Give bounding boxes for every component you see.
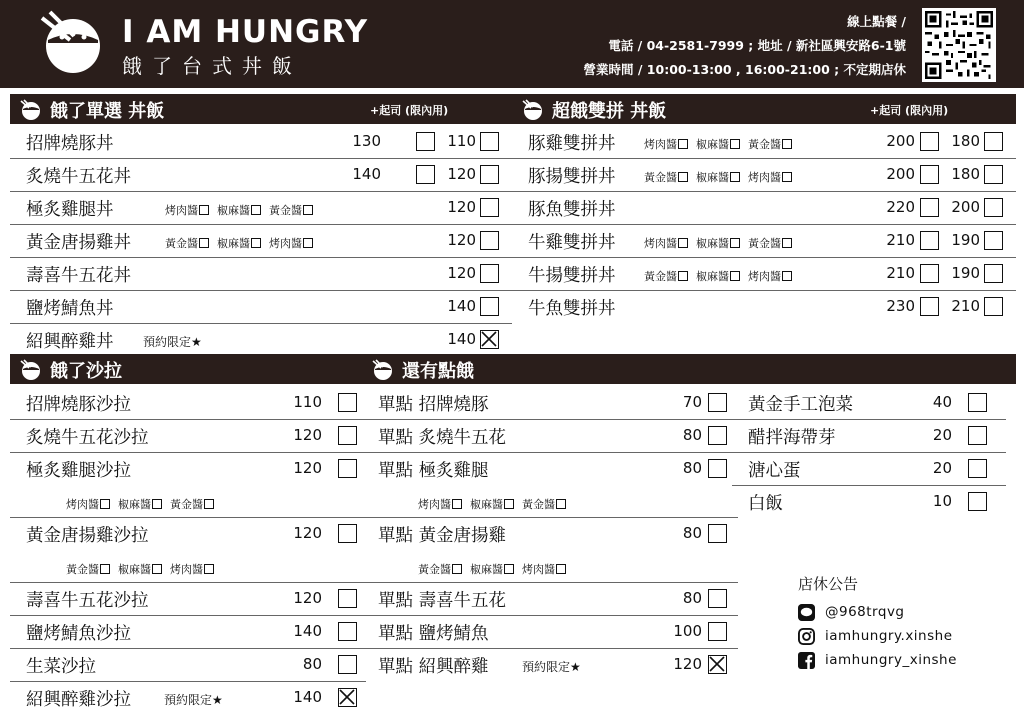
order-checkbox[interactable]	[480, 297, 499, 316]
item-price: 20	[932, 459, 952, 477]
order-checkbox[interactable]	[708, 393, 727, 412]
sauce-name: 黃金醬	[644, 270, 677, 283]
sauce-name: 椒麻醬	[118, 563, 151, 576]
item-price: 230	[886, 297, 915, 315]
phone-address: 電話 / 04-2581-7999 ; 地址 / 新社區興安路6-1號	[608, 38, 906, 53]
bowl-logo-icon	[40, 10, 106, 76]
order-checkbox[interactable]	[338, 426, 357, 445]
order-checkbox[interactable]	[338, 655, 357, 674]
store-info	[584, 10, 906, 82]
header	[0, 0, 1024, 88]
menu-item-row	[512, 291, 1016, 324]
section-title: 餓了沙拉	[50, 361, 122, 382]
sauce-checkbox[interactable]	[678, 238, 688, 248]
menu-item-row	[512, 192, 1016, 225]
order-checkbox[interactable]	[968, 393, 987, 412]
menu-item-row	[362, 583, 738, 616]
sauce-name: 椒麻醬	[696, 237, 729, 250]
item-name: 牛魚雙拼丼	[528, 299, 616, 319]
menu-item-row	[362, 616, 738, 649]
menu-item-row	[512, 159, 1016, 192]
order-checkbox[interactable]	[968, 459, 987, 478]
order-checkbox[interactable]	[480, 264, 499, 283]
menu-item-row	[362, 453, 738, 518]
menu-item-row	[10, 518, 366, 583]
item-price: 140	[293, 622, 322, 640]
sauce-option[interactable]	[470, 496, 514, 512]
order-checkbox[interactable]	[984, 198, 1003, 217]
item-price: 120	[447, 165, 476, 183]
sauce-option[interactable]	[470, 561, 514, 577]
sauce-options	[66, 496, 222, 512]
menu-item-row	[10, 258, 512, 291]
item-price: 210	[886, 264, 915, 282]
item-name: 壽喜牛五花丼	[26, 266, 131, 286]
item-name: 鹽烤鯖魚沙拉	[26, 624, 131, 644]
item-price: 140	[293, 688, 322, 706]
sauce-option[interactable]	[748, 169, 792, 185]
sauce-option[interactable]	[165, 202, 209, 218]
section-title: 超餓雙拼 丼飯	[552, 101, 667, 122]
item-price: 80	[682, 459, 702, 477]
sauce-checkbox[interactable]	[556, 499, 566, 509]
sauce-checkbox[interactable]	[782, 238, 792, 248]
brand-name-en: I AM HUNGRY	[122, 14, 369, 50]
item-name: 牛揚雙拼丼	[528, 266, 616, 286]
order-checkbox[interactable]	[480, 165, 499, 184]
sauce-option[interactable]	[269, 202, 313, 218]
sauce-checkbox[interactable]	[251, 205, 261, 215]
sauce-name: 烤肉醬	[269, 237, 302, 250]
order-checkbox[interactable]	[416, 132, 435, 151]
order-checkbox[interactable]	[920, 231, 939, 250]
sauce-option[interactable]	[66, 561, 110, 577]
item-price: 120	[293, 426, 322, 444]
item-name: 單點 黃金唐揚雞	[378, 526, 507, 546]
item-name: 單點 紹興醉雞	[378, 657, 489, 677]
section-title: 還有點餓	[402, 361, 474, 382]
sauce-checkbox[interactable]	[204, 564, 214, 574]
sauce-option[interactable]	[165, 235, 209, 251]
sauce-checkbox[interactable]	[152, 499, 162, 509]
sauce-checkbox[interactable]	[556, 564, 566, 574]
sauce-checkbox[interactable]	[452, 564, 462, 574]
order-checkbox[interactable]	[984, 165, 1003, 184]
sauce-checkbox[interactable]	[199, 238, 209, 248]
sauce-name: 黃金醬	[418, 563, 451, 576]
section-title: 餓了單選 丼飯	[50, 101, 165, 122]
sauce-option[interactable]	[644, 136, 688, 152]
facebook-contact[interactable]	[798, 648, 998, 672]
item-name: 豚魚雙拼丼	[528, 200, 616, 220]
item-name: 招牌燒豚丼	[26, 134, 114, 154]
item-price: 120	[293, 589, 322, 607]
item-price: 190	[951, 264, 980, 282]
sauce-name: 椒麻醬	[470, 563, 503, 576]
item-name: 炙燒牛五花沙拉	[26, 428, 149, 448]
menu-item-row	[732, 387, 1006, 420]
sauce-name: 烤肉醬	[644, 237, 677, 250]
item-price: 80	[302, 655, 322, 673]
item-price: 120	[293, 459, 322, 477]
item-name: 單點 鹽烤鯖魚	[378, 624, 489, 644]
sauce-name: 烤肉醬	[170, 563, 203, 576]
order-checkbox[interactable]	[984, 231, 1003, 250]
sauce-options	[66, 561, 222, 577]
item-name: 生菜沙拉	[26, 657, 96, 677]
menu-item-row	[362, 518, 738, 583]
item-price: 120	[447, 264, 476, 282]
order-checkbox[interactable]	[338, 459, 357, 478]
sauce-checkbox[interactable]	[678, 172, 688, 182]
qr-code-icon[interactable]	[922, 8, 996, 82]
cheese-column-header: +起司 (限內用)	[370, 104, 449, 117]
instagram-contact[interactable]	[798, 624, 998, 648]
order-checkbox[interactable]	[708, 524, 727, 543]
sauce-checkbox[interactable]	[678, 139, 688, 149]
menu-item-row	[10, 420, 366, 453]
menu-item-row	[512, 258, 1016, 291]
sauce-option[interactable]	[170, 496, 214, 512]
item-price: 210	[951, 297, 980, 315]
sauce-checkbox[interactable]	[678, 271, 688, 281]
menu-item-row	[10, 324, 512, 357]
order-checkbox[interactable]	[708, 589, 727, 608]
order-checkbox[interactable]	[480, 198, 499, 217]
order-checkbox[interactable]	[984, 132, 1003, 151]
sauce-option[interactable]	[170, 561, 214, 577]
sauce-checkbox[interactable]	[199, 205, 209, 215]
sauce-option[interactable]	[644, 169, 688, 185]
item-price: 130	[352, 132, 381, 150]
order-checkbox[interactable]	[968, 426, 987, 445]
item-name: 單點 壽喜牛五花	[378, 591, 507, 611]
menu-item-row	[732, 453, 1006, 486]
item-price: 220	[886, 198, 915, 216]
sauce-name: 烤肉醬	[748, 270, 781, 283]
sauce-name: 椒麻醬	[118, 498, 151, 511]
item-name: 豚揚雙拼丼	[528, 167, 616, 187]
order-checkbox[interactable]	[984, 264, 1003, 283]
sauce-options	[165, 235, 321, 251]
sauce-option[interactable]	[644, 235, 688, 251]
sauce-name: 黃金醬	[269, 204, 302, 217]
cheese-column-header: +起司 (限內用)	[870, 104, 949, 117]
menu-item-row	[10, 649, 366, 682]
item-name: 單點 極炙雞腿	[378, 461, 489, 481]
sauce-option[interactable]	[269, 235, 313, 251]
sauce-option[interactable]	[118, 561, 162, 577]
sauce-options	[644, 169, 800, 185]
sauce-option[interactable]	[696, 268, 740, 284]
item-price: 140	[352, 165, 381, 183]
order-checkbox[interactable]	[338, 393, 357, 412]
item-name: 醋拌海帶芽	[748, 428, 836, 448]
menu-item-row	[512, 225, 1016, 258]
menu-item-row	[10, 453, 366, 518]
sauce-name: 黃金醬	[165, 237, 198, 250]
salad-header	[10, 354, 366, 384]
notice-block	[798, 573, 998, 672]
sauce-name: 黃金醬	[748, 237, 781, 250]
order-checkbox[interactable]	[480, 231, 499, 250]
sauce-checkbox[interactable]	[100, 564, 110, 574]
sauce-checkbox[interactable]	[782, 172, 792, 182]
order-checkbox[interactable]	[708, 622, 727, 641]
sauce-checkbox[interactable]	[251, 238, 261, 248]
item-price: 180	[951, 132, 980, 150]
order-checkbox[interactable]	[708, 655, 727, 674]
item-name: 黃金唐揚雞丼	[26, 233, 131, 253]
cross-mark-icon	[339, 689, 355, 705]
item-price: 200	[886, 165, 915, 183]
sauce-option[interactable]	[217, 202, 261, 218]
item-price: 180	[951, 165, 980, 183]
order-checkbox[interactable]	[920, 264, 939, 283]
item-name: 溏心蛋	[748, 461, 801, 481]
sauce-name: 黃金醬	[170, 498, 203, 511]
sauce-options	[418, 496, 574, 512]
item-name: 單點 招牌燒豚	[378, 395, 489, 415]
item-price: 120	[293, 524, 322, 542]
sauce-checkbox[interactable]	[730, 238, 740, 248]
reserve-only-note: 預約限定★	[143, 335, 202, 349]
sauce-name: 烤肉醬	[418, 498, 451, 511]
cross-mark-icon	[481, 331, 497, 347]
menu-item-row	[362, 649, 738, 682]
order-checkbox[interactable]	[920, 198, 939, 217]
sauce-option[interactable]	[748, 136, 792, 152]
order-checkbox[interactable]	[338, 589, 357, 608]
bowl-icon	[20, 99, 42, 121]
facebook-handle: iamhungry_xinshe	[825, 652, 957, 668]
sauce-name: 椒麻醬	[696, 138, 729, 151]
item-name: 炙燒牛五花丼	[26, 167, 131, 187]
sauce-checkbox[interactable]	[303, 238, 313, 248]
sauce-option[interactable]	[696, 136, 740, 152]
sauce-name: 烤肉醬	[644, 138, 677, 151]
line-contact[interactable]	[798, 600, 998, 624]
item-price: 80	[682, 589, 702, 607]
sauce-name: 椒麻醬	[217, 204, 250, 217]
sauce-options	[644, 136, 800, 152]
item-price: 80	[682, 426, 702, 444]
sauce-name: 黃金醬	[748, 138, 781, 151]
sauce-option[interactable]	[418, 561, 462, 577]
item-price: 190	[951, 231, 980, 249]
sauce-checkbox[interactable]	[100, 499, 110, 509]
item-price: 210	[886, 231, 915, 249]
item-price: 40	[932, 393, 952, 411]
sauce-checkbox[interactable]	[730, 172, 740, 182]
item-name: 招牌燒豚沙拉	[26, 395, 131, 415]
a-la-carte-header	[362, 354, 1016, 384]
sauce-option[interactable]	[748, 268, 792, 284]
order-checkbox[interactable]	[480, 132, 499, 151]
item-name: 極炙雞腿丼	[26, 200, 114, 220]
item-name: 牛雞雙拼丼	[528, 233, 616, 253]
item-name: 黃金唐揚雞沙拉	[26, 526, 149, 546]
item-price: 120	[447, 198, 476, 216]
sauce-name: 烤肉醬	[748, 171, 781, 184]
single-rice-bowl-header	[10, 94, 512, 124]
order-checkbox[interactable]	[338, 622, 357, 641]
menu-item-row	[10, 126, 512, 159]
order-checkbox[interactable]	[984, 297, 1003, 316]
sauce-options	[644, 235, 800, 251]
order-online-label: 線上點餐 /	[847, 14, 906, 29]
business-hours: 營業時間 / 10:00-13:00 , 16:00-21:00 ; 不定期店休	[583, 62, 906, 77]
item-name: 鹽烤鯖魚丼	[26, 299, 114, 319]
order-checkbox[interactable]	[920, 297, 939, 316]
sauce-option[interactable]	[644, 268, 688, 284]
item-name: 單點 炙燒牛五花	[378, 428, 507, 448]
sauce-name: 烤肉醬	[165, 204, 198, 217]
order-checkbox[interactable]	[920, 165, 939, 184]
item-price: 100	[673, 622, 702, 640]
instagram-icon	[798, 628, 815, 645]
sauce-name: 黃金醬	[66, 563, 99, 576]
sauce-options	[418, 561, 574, 577]
menu-item-row	[10, 682, 366, 715]
item-price: 200	[951, 198, 980, 216]
sauce-option[interactable]	[696, 169, 740, 185]
sauce-checkbox[interactable]	[782, 271, 792, 281]
menu-item-row	[10, 583, 366, 616]
menu-item-row	[512, 126, 1016, 159]
notice-title: 店休公告	[798, 575, 859, 593]
sauce-option[interactable]	[418, 496, 462, 512]
sauce-checkbox[interactable]	[152, 564, 162, 574]
menu-item-row	[10, 225, 512, 258]
order-checkbox[interactable]	[920, 132, 939, 151]
sauce-name: 黃金醬	[644, 171, 677, 184]
reserve-only-note: 預約限定★	[522, 660, 581, 674]
line-id: @968trqvg	[825, 604, 905, 620]
bowl-icon	[372, 359, 394, 381]
bowl-icon	[522, 99, 544, 121]
sauce-checkbox[interactable]	[303, 205, 313, 215]
item-price: 110	[447, 132, 476, 150]
item-price: 140	[447, 330, 476, 348]
order-checkbox[interactable]	[338, 524, 357, 543]
sauce-option[interactable]	[696, 235, 740, 251]
bowl-icon	[20, 359, 42, 381]
order-checkbox[interactable]	[968, 492, 987, 511]
sauce-checkbox[interactable]	[504, 564, 514, 574]
item-name: 極炙雞腿沙拉	[26, 461, 131, 481]
facebook-icon	[798, 652, 815, 669]
menu-item-row	[10, 192, 512, 225]
item-name: 紹興醉雞丼	[26, 332, 114, 352]
item-name: 黃金手工泡菜	[748, 395, 853, 415]
item-price: 140	[447, 297, 476, 315]
item-price: 120	[673, 655, 702, 673]
item-price: 110	[293, 393, 322, 411]
item-price: 80	[682, 524, 702, 542]
item-name: 紹興醉雞沙拉	[26, 690, 131, 710]
order-checkbox[interactable]	[708, 459, 727, 478]
menu-item-row	[10, 291, 512, 324]
item-name: 白飯	[748, 494, 783, 514]
cross-mark-icon	[709, 656, 725, 672]
sauce-checkbox[interactable]	[730, 139, 740, 149]
item-name: 壽喜牛五花沙拉	[26, 591, 149, 611]
item-price: 20	[932, 426, 952, 444]
menu-item-row	[362, 420, 738, 453]
order-checkbox[interactable]	[338, 688, 357, 707]
item-price: 10	[932, 492, 952, 510]
sauce-name: 烤肉醬	[522, 563, 555, 576]
order-checkbox[interactable]	[480, 330, 499, 349]
sauce-option[interactable]	[217, 235, 261, 251]
sauce-option[interactable]	[66, 496, 110, 512]
sauce-checkbox[interactable]	[204, 499, 214, 509]
sauce-name: 椒麻醬	[696, 171, 729, 184]
menu-item-row	[10, 387, 366, 420]
menu-item-row	[732, 486, 1006, 519]
menu-item-row	[10, 616, 366, 649]
sauce-checkbox[interactable]	[730, 271, 740, 281]
menu-item-row	[732, 420, 1006, 453]
sauce-name: 椒麻醬	[696, 270, 729, 283]
order-checkbox[interactable]	[416, 165, 435, 184]
reserve-only-note: 預約限定★	[164, 693, 223, 707]
sauce-options	[644, 268, 800, 284]
instagram-handle: iamhungry.xinshe	[825, 628, 953, 644]
sauce-name: 烤肉醬	[66, 498, 99, 511]
brand-name-zh: 餓了台式丼飯	[122, 54, 302, 78]
sauce-option[interactable]	[118, 496, 162, 512]
order-checkbox[interactable]	[708, 426, 727, 445]
menu-item-row	[362, 387, 738, 420]
item-name: 豚雞雙拼丼	[528, 134, 616, 154]
line-icon	[798, 604, 815, 621]
item-price: 200	[886, 132, 915, 150]
double-rice-bowl-header	[512, 94, 1016, 124]
item-price: 120	[447, 231, 476, 249]
sauce-option[interactable]	[522, 496, 566, 512]
sauce-checkbox[interactable]	[452, 499, 462, 509]
sauce-option[interactable]	[748, 235, 792, 251]
sauce-name: 椒麻醬	[217, 237, 250, 250]
sauce-option[interactable]	[522, 561, 566, 577]
item-price: 70	[682, 393, 702, 411]
menu-item-row	[10, 159, 512, 192]
sauce-checkbox[interactable]	[504, 499, 514, 509]
sauce-name: 黃金醬	[522, 498, 555, 511]
sauce-name: 椒麻醬	[470, 498, 503, 511]
sauce-checkbox[interactable]	[782, 139, 792, 149]
sauce-options	[165, 202, 321, 218]
